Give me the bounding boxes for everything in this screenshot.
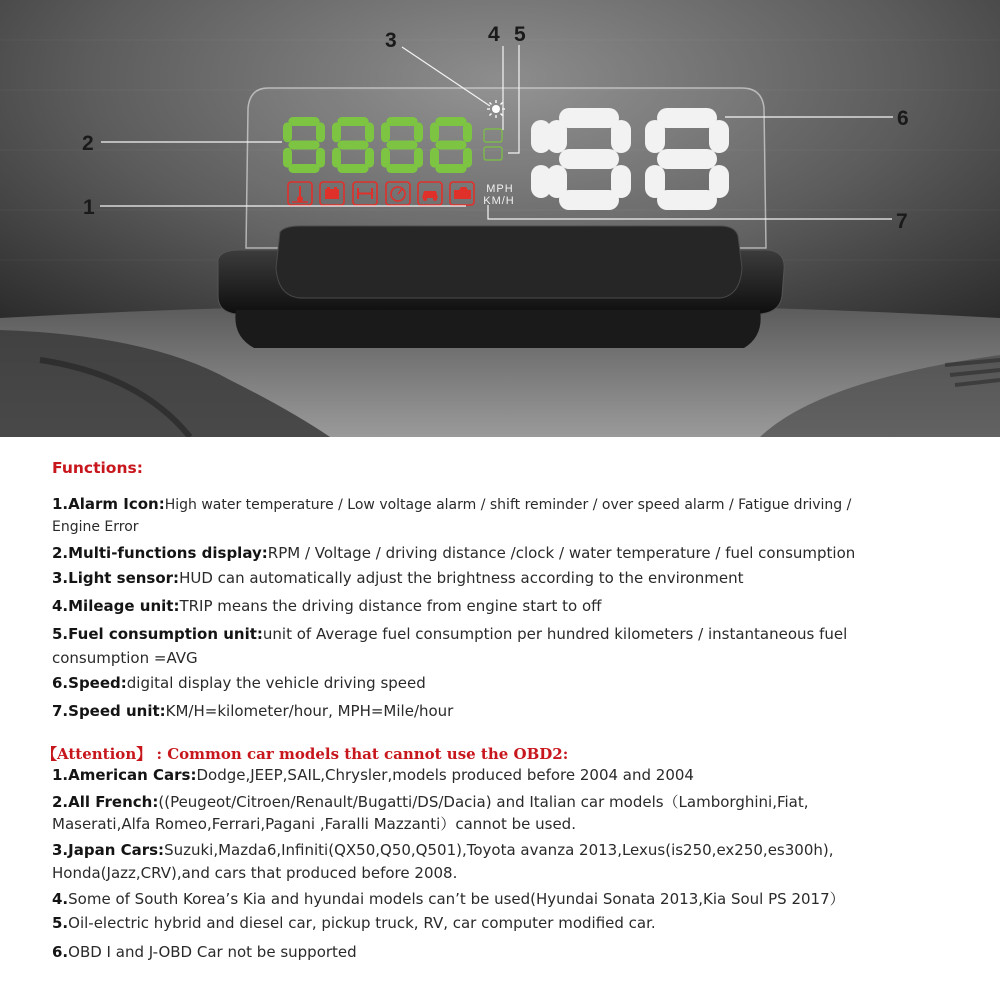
item-label: 1.American Cars: [52,766,197,784]
item-label: 5. [52,914,69,932]
segment [283,122,292,142]
segment [559,108,619,128]
item-text: ((Peugeot/Citroen/Renault/Bugatti/DS/Dacia) and Italian car models（Lamborghini,Fiat, [158,793,809,811]
segment [435,117,466,126]
segment [381,148,390,168]
attention-heading: 【Attention】 : Common car models that cannot use the OBD2: [42,745,569,763]
item-text: High water temperature / Low voltage alarm / shift reminder / over speed alarm / Fatigue driving / [164,497,852,513]
segment [657,190,717,210]
segment [547,165,567,198]
attention-item-6 [52,940,982,964]
callout-5: 5 [514,23,526,46]
segment [435,164,466,173]
segment [337,141,368,150]
function-item-2 [52,541,982,565]
segment [547,120,567,153]
item-text: unit of Average fuel consumption per hundred kilometers / instantaneous fuel [262,625,848,643]
mph-label: MPH [486,183,514,195]
callout-2: 2 [82,132,94,155]
item-label: 1.Alarm Icon: [52,495,165,513]
callout-6: 6 [897,107,909,130]
item-text: Dodge,JEEP,SAIL,Chrysler,models produced before 2004 and 2004 [196,766,694,784]
segment [414,122,423,142]
function-item-5 [52,622,982,646]
item-text: TRIP means the driving distance from engine start to off [179,597,602,615]
segment [559,190,619,210]
product-photo [0,0,1000,437]
callout-1: 1 [83,196,95,219]
kmh-label: KM/H [483,195,515,207]
segment [332,148,341,168]
item-text: HUD can automatically adjust the brightness according to the environment [179,569,744,587]
attention-item-4 [52,887,982,911]
item-text: digital display the vehicle driving speed [126,674,426,692]
attention-item-2-cont: Maserati,Alfa Romeo,Ferrari,Pagani ,Faralli Mazzanti）cannot be used. [52,815,576,833]
item-label: 4.Mileage unit: [52,597,180,615]
functions-heading: Functions: [52,459,143,477]
segment [332,122,341,142]
function-item-1-cont: Engine Error [52,519,139,535]
attention-item-1 [52,763,982,787]
callout-3: 3 [385,29,397,52]
item-text: Oil-electric hybrid and diesel car, pickup truck, RV, car computer modified car. [68,914,656,932]
item-label: 3.Light sensor: [52,569,180,587]
item-text: OBD I and J-OBD Car not be supported [68,943,357,961]
segment [288,164,319,173]
attention-item-3-cont: Honda(Jazz,CRV),and cars that produced before 2008. [52,864,458,882]
segment [657,108,717,128]
function-item-7 [52,699,982,723]
segment [381,122,390,142]
description-section [0,437,1000,1000]
function-item-5-cont: consumption =AVG [52,649,198,667]
segment [337,164,368,173]
sun-icon [487,100,505,118]
callout-4: 4 [488,23,500,46]
item-text: KM/H=kilometer/hour, MPH=Mile/hour [165,702,454,720]
callout-7: 7 [896,210,908,233]
segment [435,141,466,150]
item-text: Suzuki,Mazda6,Infiniti(QX50,Q50,Q501),Toyota avanza 2013,Lexus(is250,ex250,es300h), [164,841,834,859]
segment [316,122,325,142]
segment [611,120,631,153]
item-label: 2.Multi-functions display: [52,544,268,562]
segment [288,141,319,150]
item-label: 5.Fuel consumption unit: [52,625,263,643]
segment [365,122,374,142]
item-text: Some of South Korea’s Kia and hyundai models can’t be used(Hyundai Sonata 2013,Kia Soul PS 2017） [68,890,845,908]
item-text: RPM / Voltage / driving distance /clock / water temperature / fuel consumption [267,544,856,562]
segment [645,165,665,198]
item-label: 6.Speed: [52,674,127,692]
segment [430,148,439,168]
item-label: 6. [52,943,69,961]
item-label: 3.Japan Cars: [52,841,165,859]
segment [288,117,319,126]
segment [463,122,472,142]
function-item-1 [52,492,982,517]
item-label: 4. [52,890,69,908]
item-label: 2.All French: [52,793,159,811]
function-item-6 [52,671,982,695]
segment [283,148,292,168]
segment [709,120,729,153]
attention-item-5 [52,911,982,935]
segment [559,149,619,169]
segment [645,120,665,153]
segment [337,117,368,126]
item-label: 7.Speed unit: [52,702,166,720]
segment [430,122,439,142]
segment [386,141,417,150]
segment [386,117,417,126]
segment [657,149,717,169]
segment [386,164,417,173]
function-item-3 [52,566,982,590]
attention-item-3 [52,838,982,862]
function-item-4 [52,594,982,618]
attention-item-2 [52,790,982,814]
